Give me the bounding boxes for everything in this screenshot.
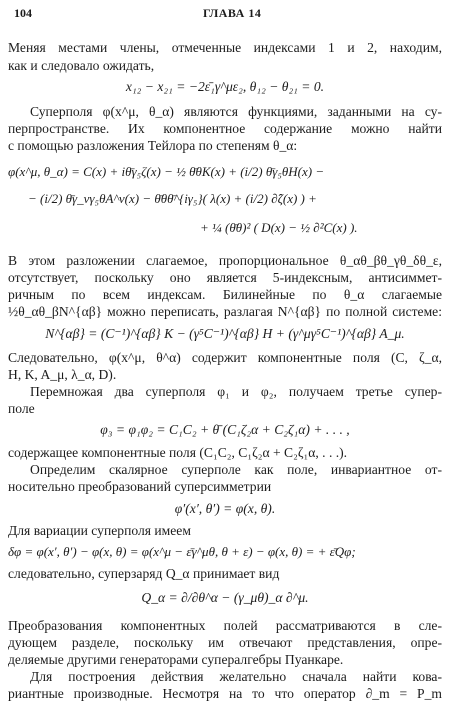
equation: φ(x^μ, θ_α) = C(x) + iθ̄γ₅ζ(x) − ½ θ̄θK(x) + (i/2) θ̄γ₅θH(x) −	[8, 164, 325, 179]
equation: φ′(x′, θ′) = φ(x, θ).	[174, 501, 276, 516]
chapter-title: ГЛАВА 14	[203, 6, 262, 20]
text-line: Меняя местами члены, отмеченные индексами 1 и 2, находим,	[8, 40, 442, 55]
text-line: H, K, A_μ, λ_α, D).	[8, 367, 117, 382]
text-line: Суперполя φ(x^μ, θ_α) являются функциями, заданными на су-	[30, 104, 442, 119]
text-line: с помощью разложения Тейлора по степеням θ_α:	[8, 138, 298, 153]
equation: x₁₂ − x₂₁ = −2ε̄₁γ^με₂, θ₁₂ − θ₂₁ = 0.	[125, 79, 325, 94]
page-header	[8, 6, 442, 22]
text-line: следовательно, суперзаряд Q_α принимает вид	[8, 566, 280, 581]
text-line: В этом разложении слагаемое, пропорциональное θ_αθ_βθ_γθ_δθ_ε,	[8, 253, 442, 268]
text-line: отсутствует, поскольку оно является 5-индексным, антисиммет-	[8, 270, 442, 285]
text-line: носительно преобразований суперсимметрии	[8, 479, 272, 494]
text-line: дующем разделе, поскольку им отвечают представления, опре-	[8, 635, 442, 650]
page-number: 104	[14, 6, 32, 20]
text-line: как и следовало ожидать,	[8, 58, 155, 73]
text-line: Следовательно, φ(x^μ, θ^α) содержит компонентные поля (C, ζ_α,	[8, 350, 442, 365]
text-line: Перемножая два суперполя φ₁ и φ₂, получаем третье супер-	[30, 384, 442, 399]
text-line: Для вариации суперполя имеем	[8, 523, 191, 538]
equation: N^{αβ} = (C⁻¹)^{αβ} K − (γ⁵C⁻¹)^{αβ} H + (γ^μγ⁵C⁻¹)^{αβ} A_μ.	[45, 326, 405, 341]
text-line: Для построения действия желательно сначала найти кова-	[30, 669, 442, 684]
text-line: деляемые другими генераторами супералгебры Пуанкаре.	[8, 652, 344, 667]
text-line: перпространстве. Их компонентное содержание можно найти	[8, 121, 442, 136]
equation: φ₃ = φ₁φ₂ = C₁C₂ + θ̄ (C₁ζ₂α + C₂ζ₁α) + . . . ,	[100, 422, 350, 437]
equation: Q_α = ∂/∂θ^α − (γ_μθ)_α ∂^μ.	[141, 590, 309, 605]
text-line: содержащее компонентные поля (C₁C₂, C₁ζ₂α + C₂ζ₁α, . . .).	[8, 445, 348, 460]
text-line: ричным по всем индексам. Билинейные по θ_α слагаемые	[8, 287, 442, 302]
text-line: ½θ_αθ_βN^{αβ} можно переписать, разлагая N^{αβ} по полной системе:	[8, 304, 442, 319]
equation: + ¼ (θ̄θ)² ( D(x) − ½ ∂²C(x) ).	[200, 220, 358, 235]
text-line: поле	[8, 401, 35, 416]
equation: − (i/2) θ̄γ_νγ₅θA^ν(x) − θ̄θθ̄^{iγ₅}( λ(x) + (i/2) ∂̂ζ(x) ) +	[28, 191, 317, 206]
text-line: Преобразования компонентных полей рассматриваются в сле-	[8, 618, 442, 633]
text-line: Определим скалярное суперполе как поле, инвариантное от-	[30, 462, 442, 477]
text-line: риантные производные. Несмотря на то что оператор ∂_m = P_m	[8, 686, 442, 701]
equation: δφ = φ(x′, θ′) − φ(x, θ) = φ(x^μ − ε̄γ^μθ, θ + ε) − φ(x, θ) = + ε̄Qφ;	[8, 544, 356, 559]
